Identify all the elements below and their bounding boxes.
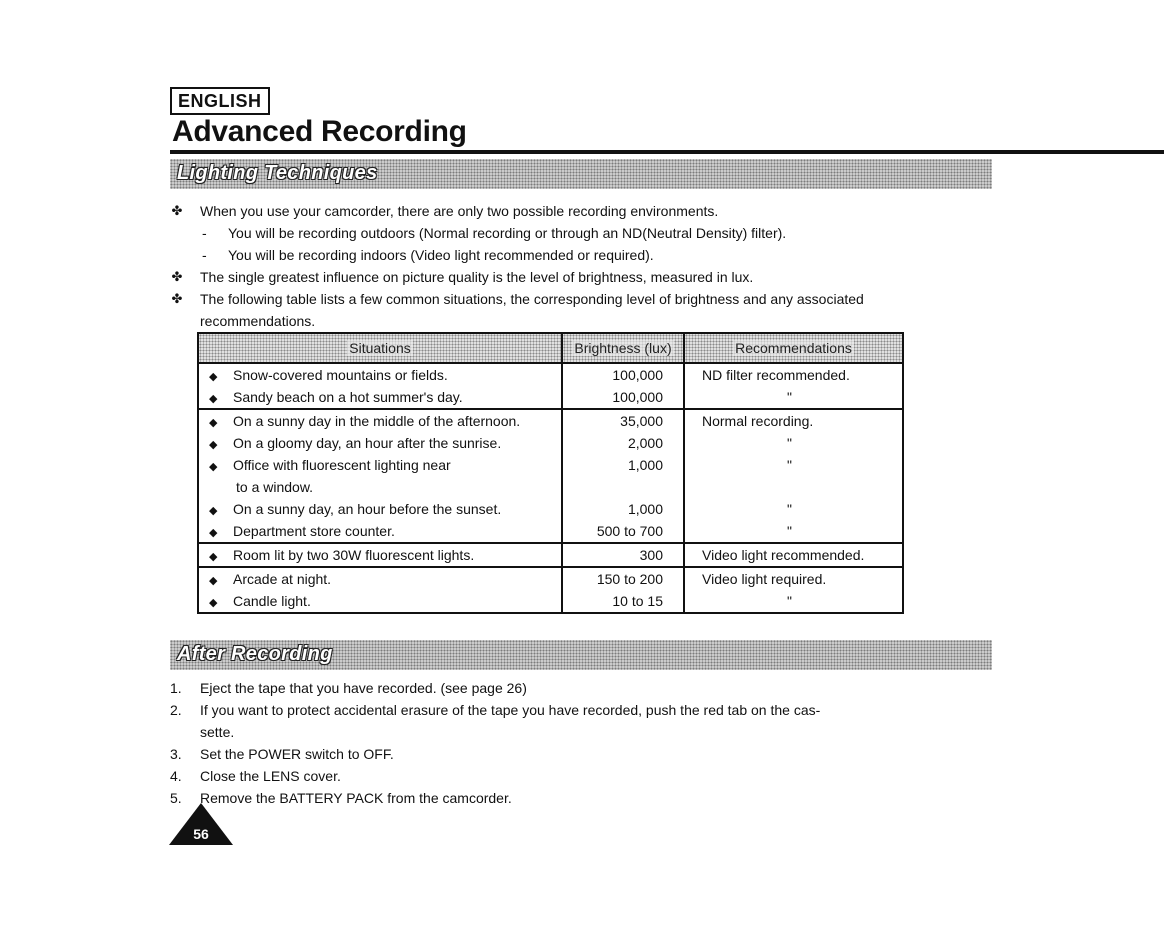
diamond-bullet-icon: ◆ (209, 461, 218, 473)
lux-cell: 100,000 100,000 (562, 363, 684, 409)
lux-cell: 150 to 200 10 to 15 (562, 567, 684, 613)
lux-cell: 35,000 2,000 1,000 1,000 500 to 700 (562, 409, 684, 543)
list-item (170, 787, 910, 809)
bullet-item (170, 266, 950, 288)
bullet-text: The following table lists a few common situations, the corresponding level of brightness and any associated (200, 291, 864, 307)
section-header-after-recording (170, 640, 992, 670)
diamond-bullet-icon: ◆ (209, 551, 218, 563)
after-recording-steps (170, 677, 910, 809)
four-petal-bullet-icon: ✤ (171, 203, 183, 218)
lux-cell: 300 (562, 543, 684, 567)
step-number: 4. (170, 768, 182, 784)
step-text: sette. (200, 724, 235, 740)
page-title: Advanced Recording (172, 115, 467, 148)
sub-bullet-item (170, 222, 950, 244)
step-text: Set the POWER switch to OFF. (200, 746, 394, 762)
situations-cell: ◆ Room lit by two 30W fluorescent lights. (198, 543, 562, 567)
step-number: 5. (170, 790, 182, 806)
list-item-continuation (170, 721, 910, 743)
diamond-bullet-icon: ◆ (209, 597, 218, 609)
language-badge: ENGLISH (170, 87, 270, 115)
table-row (198, 567, 903, 613)
list-item (170, 699, 910, 721)
four-petal-bullet-icon: ✤ (171, 269, 183, 284)
situations-cell: ◆ On a sunny day in the middle of the afternoon. ◆ On a gloomy day, an hour after the sunrise. ◆ Office with fluorescent lighting near to a window. ◆ On a sunny day, an hour before the sunset. ◆ Department store counter. (198, 409, 562, 543)
diamond-bullet-icon: ◆ (209, 527, 218, 539)
step-text: Close the LENS cover. (200, 768, 341, 784)
bullet-item (170, 200, 950, 222)
sub-bullet-text: You will be recording indoors (Video light recommended or required). (228, 247, 654, 263)
table-row (198, 409, 903, 543)
sub-bullet-item (170, 244, 950, 266)
diamond-bullet-icon: ◆ (209, 575, 218, 587)
bullet-text: The single greatest influence on picture quality is the level of brightness, measured in lux. (200, 269, 754, 285)
step-text: Remove the BATTERY PACK from the camcorder. (200, 790, 512, 806)
title-rule (170, 150, 1164, 154)
step-number: 1. (170, 680, 182, 696)
recommendation-cell: ND filter recommended. " (684, 363, 903, 409)
four-petal-bullet-icon: ✤ (171, 291, 183, 306)
section-title: After Recording (177, 643, 333, 665)
dash-marker: - (202, 247, 207, 263)
list-item (170, 677, 910, 699)
page-number-marker (169, 803, 233, 845)
table-header-row (198, 333, 903, 363)
list-item (170, 765, 910, 787)
header-brightness: Brightness (lux) (562, 333, 684, 363)
diamond-bullet-icon: ◆ (209, 505, 218, 517)
sub-bullet-text: You will be recording outdoors (Normal recording or through an ND(Neutral Density) filter). (228, 225, 787, 241)
lighting-bullets (170, 200, 950, 332)
bullet-item (170, 288, 950, 310)
page-number: 56 (193, 826, 209, 842)
table-row (198, 363, 903, 409)
header-recommendations: Recommendations (684, 333, 903, 363)
recommendation-cell: Video light recommended. (684, 543, 903, 567)
step-number: 2. (170, 702, 182, 718)
situations-cell: ◆ Snow-covered mountains or fields. ◆ Sandy beach on a hot summer's day. (198, 363, 562, 409)
table-row (198, 543, 903, 567)
dash-marker: - (202, 225, 207, 241)
header-situations: Situations (198, 333, 562, 363)
bullet-continuation (170, 310, 950, 332)
bullet-text: recommendations. (200, 313, 316, 329)
diamond-bullet-icon: ◆ (209, 439, 218, 451)
section-header-lighting (170, 159, 992, 189)
diamond-bullet-icon: ◆ (209, 371, 218, 383)
recommendation-cell: Normal recording. " " " " (684, 409, 903, 543)
diamond-bullet-icon: ◆ (209, 393, 218, 405)
step-text: Eject the tape that you have recorded. (see page 26) (200, 680, 527, 696)
section-title: Lighting Techniques (177, 162, 378, 184)
step-text: If you want to protect accidental erasure of the tape you have recorded, push the red tab on the cas- (200, 702, 821, 718)
step-number: 3. (170, 746, 182, 762)
list-item (170, 743, 910, 765)
bullet-text: When you use your camcorder, there are only two possible recording environments. (200, 203, 719, 219)
situations-cell: ◆ Arcade at night. ◆ Candle light. (198, 567, 562, 613)
diamond-bullet-icon: ◆ (209, 417, 218, 429)
recommendation-cell: Video light required. " (684, 567, 903, 613)
lighting-table (197, 332, 904, 614)
